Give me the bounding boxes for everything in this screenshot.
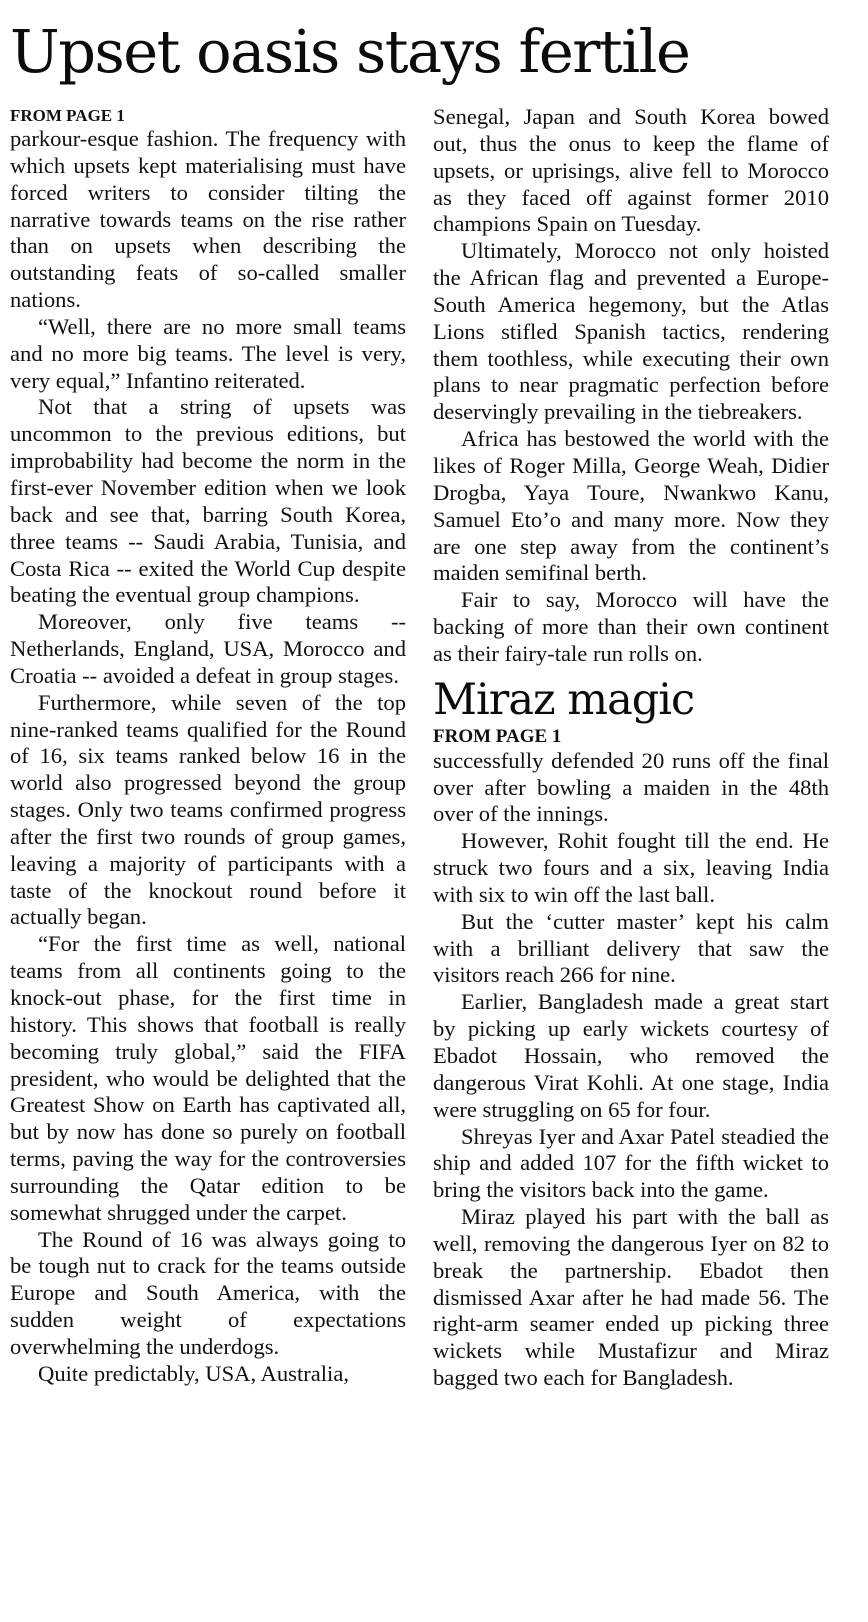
article-paragraph: Furthermore, while seven of the top nine-ranked teams qualified for the Round of 16, six teams ranked below 16 in the world also progressed beyond the group stages. Only two teams confirmed progress after the first two rounds of group games, leaving a majority of participants with a taste of the knockout round before it actually began. — [10, 689, 406, 930]
article-paragraph: Miraz played his part with the ball as well, removing the dangerous Iyer on 82 to break the partnership. Ebadot then dismissed Axar after he had made 56. The right-arm seamer ended up picking three wickets while Mustafizur and Miraz bagged two each for Bangladesh. — [433, 1204, 829, 1391]
article-paragraph: Moreover, only five teams -- Netherlands, England, USA, Morocco and Croatia -- avoided a defeat in group stages. — [10, 609, 406, 688]
article-paragraph: The Round of 16 was always going to be tough nut to crack for the teams outside Europe and South America, with the sudden weight of expectations overwhelming the underdogs. — [10, 1226, 406, 1359]
right-column — [433, 104, 829, 1392]
second-story-jump-label: FROM PAGE 1 — [433, 725, 562, 747]
article-paragraph: Senegal, Japan and South Korea bowed out, thus the onus to keep the flame of upsets, or uprisings, alive fell to Morocco as they faced off against former 2010 champions Spain on Tuesday. — [433, 104, 829, 237]
article-paragraph: Fair to say, Morocco will have the backing of more than their own continent as their fairy-tale run rolls on. — [433, 587, 829, 666]
article-paragraph: Not that a string of upsets was uncommon to the previous editions, but improbability had become the norm in the first-ever November edition when we look back and see that, barring South Korea, three teams -- Saudi Arabia, Tunisia, and Costa Rica -- exited the World Cup despite beating the eventual group champions. — [10, 394, 406, 608]
left-column — [10, 104, 406, 1388]
article-paragraph: However, Rohit fought till the end. He struck two fours and a six, leaving India with six to win off the last ball. — [433, 828, 829, 907]
second-story-headline: Miraz magic — [433, 674, 695, 725]
article-paragraph: But the ‘cutter master’ kept his calm with a brilliant delivery that saw the visitors reach 266 for nine. — [433, 908, 829, 988]
article-paragraph: “Well, there are no more small teams and no more big teams. The level is very, very equal,” Infantino reiterated. — [10, 313, 406, 393]
article-paragraph: Earlier, Bangladesh made a great start by picking up early wickets courtesy of Ebadot Hossain, who removed the dangerous Virat Kohli. At one stage, India were struggling on 65 for four. — [433, 989, 829, 1122]
jump-label: FROM PAGE 1 — [10, 106, 125, 125]
article-paragraph: parkour-esque fashion. The frequency with which upsets kept materialising must have forced writers to consider tilting the narrative towards teams on the rise rather than on upsets when describing the outstanding feats of so-called smaller nations. — [10, 126, 406, 313]
main-headline: Upset oasis stays fertile — [10, 17, 690, 86]
article-paragraph: Shreyas Iyer and Axar Patel steadied the ship and added 107 for the fifth wicket to bring the visitors back into the game. — [433, 1123, 829, 1203]
article-paragraph: Quite predictably, USA, Australia, — [38, 1360, 350, 1386]
article-paragraph: “For the first time as well, national teams from all continents going to the knock-out phase, for the first time in history. This shows that football is really becoming truly global,” said the FIFA president, who would be delighted that the Greatest Show on Earth has captivated all, but by now has done so purely on football terms, paving the way for the controversies surrounding the Qatar edition to be somewhat shrugged under the carpet. — [10, 931, 406, 1225]
article-paragraph: Africa has bestowed the world with the likes of Roger Milla, George Weah, Didier Drogba, Yaya Toure, Nwankwo Kanu, Samuel Eto’o and many more. Now they are one step away from the continent’s maiden semifinal berth. — [433, 426, 829, 586]
article-paragraph: Ultimately, Morocco not only hoisted the African flag and prevented a Europe-South America hegemony, but the Atlas Lions stifled Spanish tactics, rendering them toothless, while executing their own plans to near pragmatic perfection before deservingly prevailing in the tiebreakers. — [433, 238, 829, 425]
article-paragraph: successfully defended 20 runs off the final over after bowling a maiden in the 48th over of the innings. — [433, 747, 829, 827]
